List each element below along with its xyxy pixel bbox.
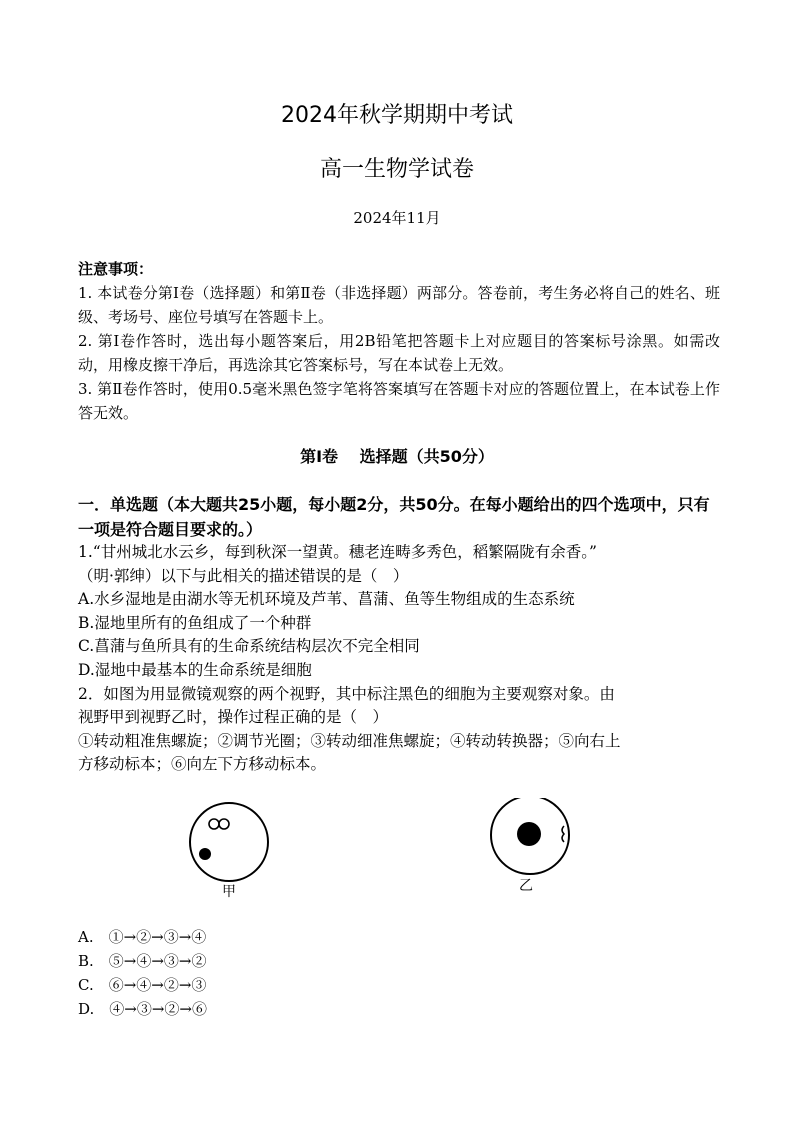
field-of-view-yi (491, 798, 569, 894)
q2-option-a: A. ①→②→③→④ (78, 928, 207, 946)
microscope-views (150, 798, 600, 908)
part-heading: 一．单选题（本大题共25小题，每小题2分，共50分。在每小题给出的四个选项中，只有一项是符合题目要求的。） (78, 495, 710, 539)
label-jia: 甲 (222, 884, 236, 900)
label-yi: 乙 (519, 878, 533, 894)
notes-item: 1. 本试卷分第Ⅰ卷（选择题）和第Ⅱ卷（非选择题）两部分。答卷前，考生务必将自己的姓名、班级、考场号、座位号填写在答题卡上。 (78, 284, 720, 326)
notes-item: 2. 第Ⅰ卷作答时，选出每小题答案后，用2B铅笔把答题卡上对应题目的答案标号涂黑。如需改动，用橡皮擦干净后，再选涂其它答案标号，写在本试卷上无效。 (78, 332, 720, 374)
notes-section (78, 257, 720, 425)
q1-option-d: D.湿地中最基本的生命系统是细胞 (78, 660, 312, 679)
q2-steps-line2: 方移动标本；⑥向左下方移动标本。 (78, 755, 327, 774)
q1-stem-line1: 1.“甘州城北水云乡，每到秋深一望黄。穗老连畴多秀色，稻繁隔陇有余香。” (78, 543, 597, 561)
field-of-view-jia (190, 803, 268, 900)
q1-option-a: A.水乡湿地是由湖水等无机环境及芦苇、菖蒲、鱼等生物组成的生态系统 (78, 590, 575, 609)
exam-title: 2024年秋学期期中考试 (281, 103, 513, 128)
q2-stem-line1: 2．如图为用显微镜观察的两个视野，其中标注黑色的细胞为主要观察对象。由 (78, 684, 615, 703)
exam-date: 2024年11月 (353, 209, 441, 227)
question-block (78, 541, 723, 777)
q2-option-d: D. ④→③→②→⑥ (78, 1000, 207, 1018)
q2-option-c: C. ⑥→④→②→③ (78, 976, 207, 994)
q1-option-c: C.菖蒲与鱼所具有的生命系统结构层次不完全相同 (78, 637, 420, 656)
section-title: 第Ⅰ卷 选择题（共50分） (300, 447, 494, 466)
q2-stem-line2: 视野甲到视野乙时，操作过程正确的是（ ） (78, 708, 389, 727)
q2-option-b: B. ⑤→④→③→② (78, 952, 207, 970)
notes-heading: 注意事项： (78, 260, 154, 278)
q1-option-b: B.湿地里所有的鱼组成了一个种群 (78, 613, 312, 632)
q1-stem-line2: （明·郭绅）以下与此相关的描述错误的是（ ） (78, 566, 409, 585)
exam-subtitle: 高一生物学试卷 (319, 157, 474, 182)
microscope-figure (150, 798, 600, 908)
q2-options (78, 925, 478, 1021)
q2-steps-line1: ①转动粗准焦螺旋；②调节光圈；③转动细准焦螺旋；④转动转换器；⑤向右上 (78, 731, 621, 750)
notes-item: 3. 第Ⅱ卷作答时，使用0.5毫米黑色签字笔将答案填写在答题卡对应的答题位置上，在本试卷上作答无效。 (78, 380, 720, 422)
